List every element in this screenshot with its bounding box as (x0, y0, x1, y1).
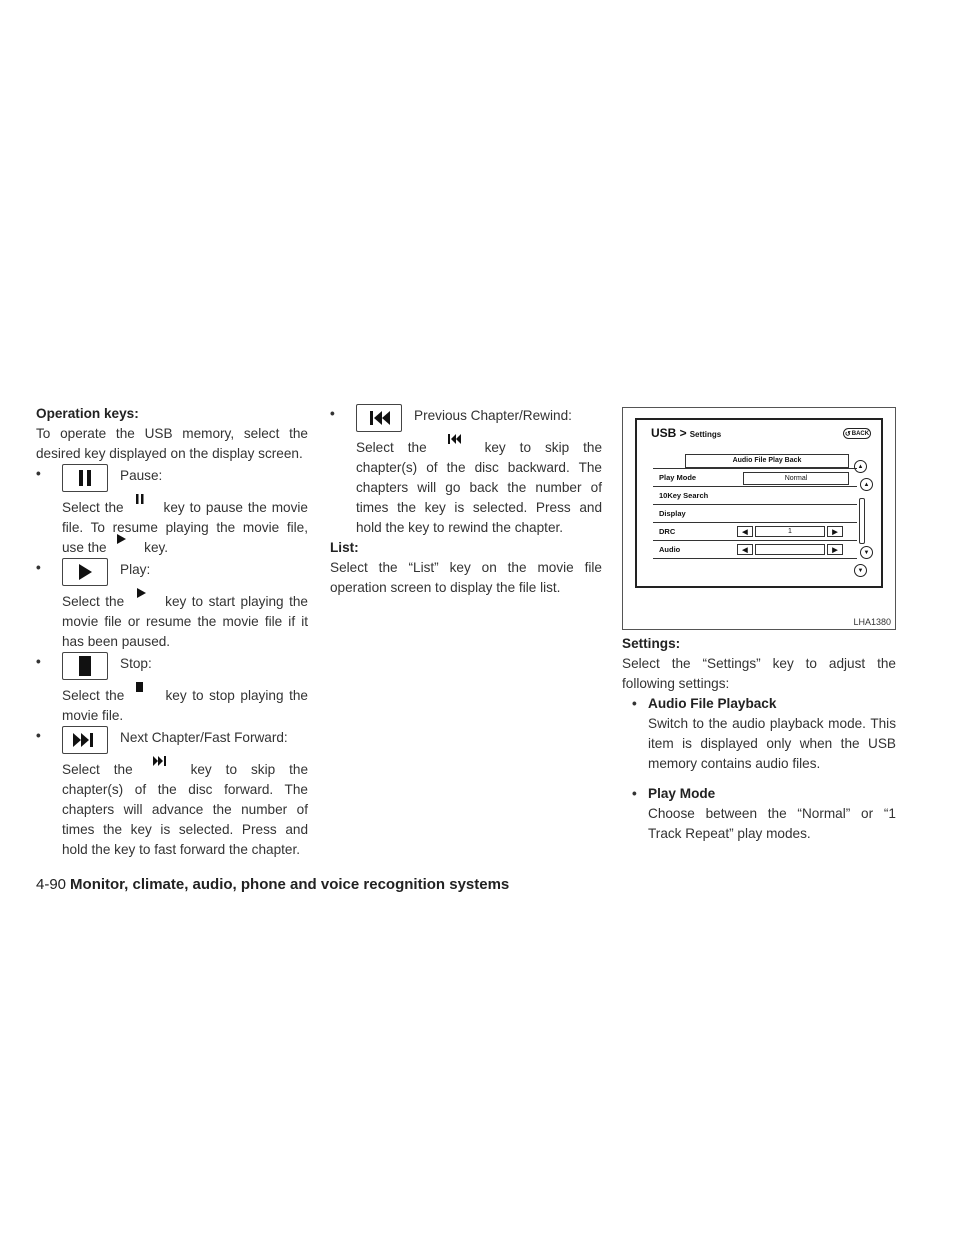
settings-intro: Select the “Settings” key to adjust the following settings: (622, 656, 896, 691)
settings-menu (653, 452, 857, 582)
drc-label: DRC (659, 527, 676, 536)
usb-settings-figure (622, 407, 896, 630)
play-description: Select the key to start playing the movie file or resume the movie file if it has been paused. (62, 592, 308, 652)
settings-item-audio-file-playback (622, 694, 896, 774)
key-item-previous-chapter (330, 404, 602, 538)
menu-row-drc[interactable] (653, 524, 857, 541)
menu-row-audio-file-play-back[interactable] (653, 452, 857, 469)
next-chapter-key-icon (62, 726, 108, 754)
key-item-stop (36, 652, 308, 726)
bullet: • (632, 696, 637, 711)
play-mode-label: Play Mode (659, 473, 697, 482)
pause-label: Pause: (120, 468, 163, 483)
list-heading: List: (330, 540, 359, 555)
play-mode-value[interactable]: Normal (743, 472, 849, 485)
figure-code: LHA1380 (853, 617, 891, 627)
previous-chapter-icon (441, 440, 471, 452)
previous-chapter-label: Previous Chapter/Rewind: (414, 408, 572, 423)
next-chapter-label: Next Chapter/Fast Forward: (120, 730, 288, 745)
pause-key-icon (62, 464, 108, 492)
back-button[interactable]: ↺ BACK (843, 428, 871, 439)
drc-right-arrow-icon[interactable]: ▶ (827, 526, 843, 537)
audio-file-play-back-button[interactable]: Audio File Play Back (685, 454, 849, 468)
scrollbar[interactable] (859, 498, 865, 544)
audio-right-arrow-icon[interactable]: ▶ (827, 544, 843, 555)
bullet: • (36, 466, 41, 481)
audio-value (755, 544, 825, 555)
next-chapter-description: Select the key to skip the chapter(s) of the disc forward. The chapters will advance the number of times the key is selected. Press and hold the key to fast forward the chapter. (62, 760, 308, 860)
key-item-next-chapter (36, 726, 308, 860)
bullet: • (36, 654, 41, 669)
10key-search-label: 10Key Search (659, 491, 709, 500)
audio-file-playback-body: Switch to the audio playback mode. This item is displayed only when the USB memory contains audio files. (648, 716, 896, 771)
audio-left-arrow-icon[interactable]: ◀ (737, 544, 753, 555)
previous-chapter-description: Select the key to skip the chapter(s) of the disc backward. The chapters will go back the number of times the key is selected. Press and hold the key to rewind the chapter. (356, 438, 602, 538)
right-column (622, 634, 896, 854)
play-label: Play: (120, 562, 151, 577)
bullet: • (36, 560, 41, 575)
back-arrow-icon: ↺ (844, 430, 851, 438)
scroll-up-icon[interactable]: ▲ (860, 478, 873, 491)
audio-file-playback-title: Audio File Playback (648, 696, 777, 711)
bullet: • (632, 786, 637, 801)
settings-heading: Settings: (622, 636, 681, 651)
play-key-icon (62, 558, 108, 586)
play-icon (130, 594, 160, 606)
scroll-down-icon[interactable]: ▼ (860, 546, 873, 559)
settings-item-play-mode (622, 784, 896, 844)
stop-label: Stop: (120, 656, 152, 671)
menu-row-display[interactable] (653, 506, 857, 523)
play-mode-body: Choose between the “Normal” or “1 Track Repeat” play modes. (648, 806, 896, 841)
pause-description: Select the key to pause the movie file. To resume playing the movie file, use the key. (62, 498, 308, 558)
previous-chapter-key-icon (356, 404, 402, 432)
operation-keys-intro: To operate the USB memory, select the desired key displayed on the display screen. (36, 426, 308, 461)
menu-row-audio[interactable] (653, 542, 857, 559)
key-item-pause (36, 464, 308, 558)
pause-icon (129, 500, 159, 512)
middle-column (330, 404, 602, 598)
settings-screen (635, 418, 883, 588)
stop-key-icon (62, 652, 108, 680)
screen-title: USB > Settings (651, 426, 722, 440)
bullet: • (36, 728, 41, 743)
display-label: Display (659, 509, 686, 518)
menu-row-play-mode[interactable] (653, 470, 857, 487)
page-footer (36, 876, 509, 893)
list-text: Select the “List” key on the movie file operation screen to display the file list. (330, 560, 602, 595)
drc-value: 1 (755, 526, 825, 537)
stop-icon (130, 688, 160, 700)
play-icon (110, 540, 140, 552)
drc-left-arrow-icon[interactable]: ◀ (737, 526, 753, 537)
left-column (36, 404, 308, 860)
key-item-play (36, 558, 308, 652)
section-title: Monitor, climate, audio, phone and voice recognition systems (70, 876, 510, 893)
scroll-top-icon[interactable]: ▲ (854, 460, 867, 473)
next-chapter-icon (147, 762, 177, 774)
play-mode-title: Play Mode (648, 786, 716, 801)
operation-keys-heading: Operation keys: (36, 406, 139, 421)
stop-description: Select the key to stop playing the movie file. (62, 686, 308, 726)
menu-row-10key-search[interactable] (653, 488, 857, 505)
bullet: • (330, 406, 335, 421)
scroll-bottom-icon[interactable]: ▼ (854, 564, 867, 577)
page-number: 4-90 (36, 876, 67, 893)
audio-label: Audio (659, 545, 681, 554)
